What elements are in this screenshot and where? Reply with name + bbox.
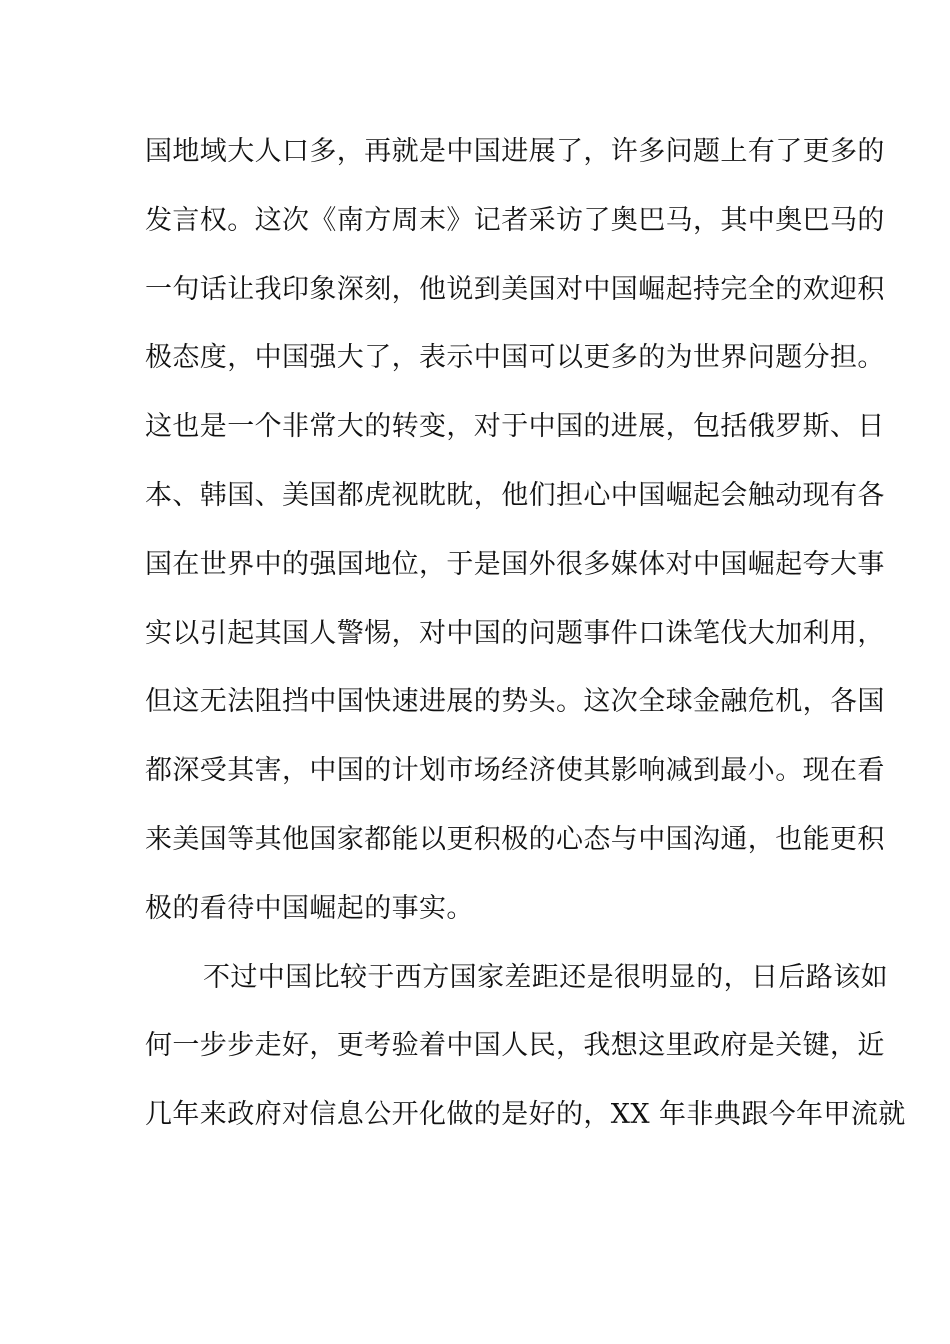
text-line-5: 这也是一个非常大的转变，对于中国的进展，包括俄罗斯、日 bbox=[145, 411, 885, 443]
text-line-6: 本、韩国、美国都虎视眈眈，他们担心中国崛起会触动现有各 bbox=[145, 479, 885, 511]
text-line-13-paragraph-start: 不过中国比较于西方国家差距还是很明显的，日后路该如 bbox=[203, 961, 888, 993]
text-line-12: 极的看待中国崛起的事实。 bbox=[145, 892, 474, 924]
text-line-3: 一句话让我印象深刻，他说到美国对中国崛起持完全的欢迎积 bbox=[145, 273, 885, 305]
text-line-15: 几年来政府对信息公开化做的是好的，XX 年非典跟今年甲流就 bbox=[145, 1099, 906, 1131]
text-line-2: 发言权。这次《南方周末》记者采访了奥巴马，其中奥巴马的 bbox=[145, 204, 885, 236]
text-line-1: 国地域大人口多，再就是中国进展了，许多问题上有了更多的 bbox=[145, 136, 885, 167]
text-line-11: 来美国等其他国家都能以更积极的心态与中国沟通，也能更积 bbox=[145, 823, 885, 855]
text-line-7: 国在世界中的强国地位，于是国外很多媒体对中国崛起夸大事 bbox=[145, 548, 885, 580]
body-text bbox=[145, 128, 906, 1160]
text-line-4: 极态度，中国强大了，表示中国可以更多的为世界问题分担。 bbox=[145, 342, 885, 374]
text-line-10: 都深受其害，中国的计划市场经济使其影响减到最小。现在看 bbox=[145, 755, 885, 787]
text-line-8: 实以引起其国人警惕，对中国的问题事件口诛笔伐大加利用， bbox=[145, 617, 885, 649]
text-line-14: 何一步步走好，更考验着中国人民，我想这里政府是关键，近 bbox=[145, 1030, 885, 1062]
text-line-9: 但这无法阻挡中国快速进展的势头。这次全球金融危机，各国 bbox=[145, 686, 885, 718]
